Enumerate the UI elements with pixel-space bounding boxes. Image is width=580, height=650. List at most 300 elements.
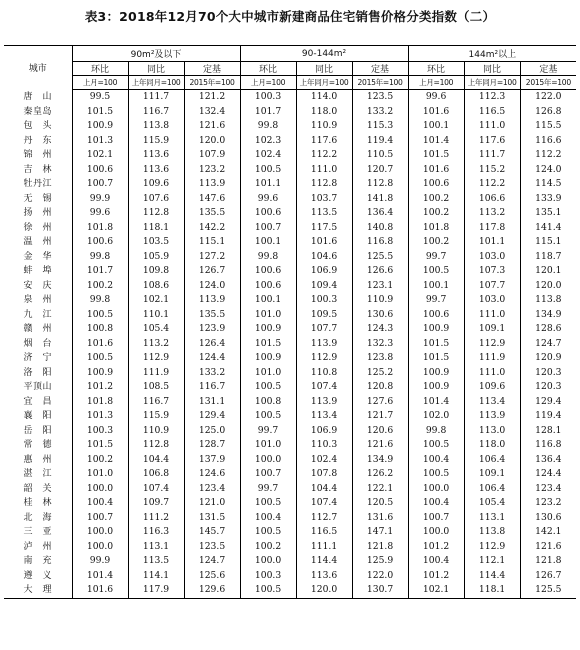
index-value-cell: 107.4 xyxy=(128,482,184,497)
index-value-cell: 99.8 xyxy=(72,250,128,265)
table-row xyxy=(4,337,576,352)
index-value-cell: 107.3 xyxy=(464,264,520,279)
index-value-cell: 101.5 xyxy=(408,351,464,366)
index-value-cell: 100.3 xyxy=(240,569,296,584)
table-header xyxy=(4,46,576,90)
index-value-cell: 99.5 xyxy=(72,90,128,105)
index-value-cell: 119.4 xyxy=(535,410,562,421)
index-value-cell: 101.5 xyxy=(240,337,296,352)
base-label-mom: 上月=100 xyxy=(408,76,464,90)
index-value-cell: 106.4 xyxy=(464,453,520,468)
city-name-cell: 蚌 埠 xyxy=(4,264,72,279)
index-value-cell: 112.8 xyxy=(128,206,184,221)
sub-header-yoy: 同比 xyxy=(464,62,520,76)
base-label-yoy: 上年同月=100 xyxy=(464,76,520,90)
index-value-cell: 113.9 xyxy=(296,337,352,352)
table-row xyxy=(4,467,576,482)
index-value-cell: 101.3 xyxy=(72,134,128,149)
index-value-cell: 101.6 xyxy=(72,583,128,598)
index-value-cell: 114.4 xyxy=(296,554,352,569)
index-value-cell: 100.0 xyxy=(408,525,464,540)
index-value-cell: 111.7 xyxy=(128,90,184,105)
index-value-cell: 112.9 xyxy=(128,351,184,366)
index-value-cell: 112.7 xyxy=(296,511,352,526)
index-value-cell: 100.4 xyxy=(240,511,296,526)
index-value-cell: 100.1 xyxy=(408,279,464,294)
index-value-cell: 100.5 xyxy=(240,409,296,424)
index-value-cell: 123.4 xyxy=(184,482,240,497)
city-name-cell: 桂 林 xyxy=(4,496,72,511)
index-value-cell: 105.9 xyxy=(128,250,184,265)
city-name-cell: 宜 昌 xyxy=(4,395,72,410)
index-value-cell: 113.9 xyxy=(464,409,520,424)
index-value-cell: 120.3 xyxy=(535,381,562,392)
table-row xyxy=(4,308,576,323)
city-name-cell: 烟 台 xyxy=(4,337,72,352)
index-value-cell: 100.1 xyxy=(240,235,296,250)
index-value-cell: 99.7 xyxy=(240,482,296,497)
index-value-cell: 141.4 xyxy=(535,221,562,233)
table-title: 表3：2018年12月70个大中城市新建商品住宅销售价格分类指数（二） xyxy=(84,9,496,24)
index-value-cell: 137.9 xyxy=(184,453,240,468)
index-value-cell: 130.7 xyxy=(352,583,408,598)
table-row xyxy=(4,511,576,526)
city-name-cell: 锦 州 xyxy=(4,148,72,163)
index-value-cell: 135.5 xyxy=(184,308,240,323)
index-value-cell: 142.1 xyxy=(535,526,562,537)
table-row xyxy=(4,351,576,366)
index-value-cell: 121.7 xyxy=(352,409,408,424)
index-value-cell: 118.0 xyxy=(296,105,352,120)
index-value-cell: 124.4 xyxy=(184,351,240,366)
index-value-cell: 111.9 xyxy=(464,351,520,366)
index-value-cell: 116.5 xyxy=(464,105,520,120)
index-value-cell: 114.4 xyxy=(464,569,520,584)
index-value-cell: 99.7 xyxy=(240,424,296,439)
base-label-2015: 2015年=100 xyxy=(352,76,408,90)
index-value-cell: 114.1 xyxy=(128,569,184,584)
table-row xyxy=(4,134,576,149)
index-value-cell: 107.7 xyxy=(296,322,352,337)
index-value-cell: 105.4 xyxy=(128,322,184,337)
index-value-cell: 116.7 xyxy=(128,105,184,120)
index-value-cell: 109.7 xyxy=(128,496,184,511)
index-value-cell: 102.4 xyxy=(240,148,296,163)
city-name-cell: 襄 阳 xyxy=(4,409,72,424)
index-value-cell: 100.4 xyxy=(408,496,464,511)
index-value-cell: 100.2 xyxy=(408,235,464,250)
index-value-cell: 111.0 xyxy=(464,366,520,381)
index-value-cell: 100.2 xyxy=(72,453,128,468)
base-label-2015: 2015年=100 xyxy=(520,76,576,90)
index-value-cell: 113.9 xyxy=(296,395,352,410)
group-header-medium: 90-144m² xyxy=(240,46,408,62)
city-name-cell: 湛 江 xyxy=(4,467,72,482)
index-value-cell: 123.5 xyxy=(184,540,240,555)
index-value-cell: 126.4 xyxy=(184,337,240,352)
index-value-cell: 136.4 xyxy=(352,206,408,221)
index-value-cell: 111.2 xyxy=(128,511,184,526)
index-value-cell: 118.7 xyxy=(535,250,562,262)
index-value-cell: 111.0 xyxy=(464,308,520,323)
index-value-cell: 106.8 xyxy=(128,467,184,482)
city-name-cell: 秦皇岛 xyxy=(4,105,72,120)
index-value-cell: 124.0 xyxy=(184,279,240,294)
index-value-cell: 100.6 xyxy=(408,308,464,323)
index-value-cell: 101.2 xyxy=(408,540,464,555)
index-value-cell: 101.4 xyxy=(72,569,128,584)
index-value-cell: 123.2 xyxy=(184,163,240,178)
index-value-cell: 128.1 xyxy=(535,424,562,436)
index-value-cell: 124.0 xyxy=(535,163,562,175)
table-body xyxy=(4,90,576,599)
index-value-cell: 100.9 xyxy=(72,119,128,134)
index-value-cell: 100.6 xyxy=(240,264,296,279)
base-label-mom: 上月=100 xyxy=(240,76,296,90)
index-value-cell: 100.5 xyxy=(72,308,128,323)
index-value-cell: 106.6 xyxy=(464,192,520,207)
index-value-cell: 103.7 xyxy=(296,192,352,207)
index-value-cell: 101.4 xyxy=(408,134,464,149)
index-value-cell: 115.1 xyxy=(184,235,240,250)
index-value-cell: 100.3 xyxy=(296,293,352,308)
index-value-cell: 125.6 xyxy=(184,569,240,584)
index-value-cell: 100.4 xyxy=(408,453,464,468)
table-row xyxy=(4,554,576,569)
index-value-cell: 107.4 xyxy=(296,496,352,511)
index-value-cell: 107.8 xyxy=(296,467,352,482)
index-value-cell: 100.6 xyxy=(72,163,128,178)
index-value-cell: 100.7 xyxy=(72,511,128,526)
city-name-cell: 唐 山 xyxy=(4,90,72,105)
index-value-cell: 101.5 xyxy=(72,438,128,453)
city-name-cell: 泸 州 xyxy=(4,540,72,555)
index-value-cell: 100.6 xyxy=(408,177,464,192)
index-value-cell: 100.6 xyxy=(72,235,128,250)
city-name-cell: 岳 阳 xyxy=(4,424,72,439)
table-row xyxy=(4,235,576,250)
index-value-cell: 100.9 xyxy=(72,366,128,381)
index-value-cell: 108.5 xyxy=(128,380,184,395)
index-value-cell: 107.9 xyxy=(184,148,240,163)
index-value-cell: 113.8 xyxy=(128,119,184,134)
index-value-cell: 112.8 xyxy=(128,438,184,453)
index-value-cell: 100.7 xyxy=(72,177,128,192)
index-value-cell: 101.6 xyxy=(408,163,464,178)
sub-header-mom: 环比 xyxy=(72,62,128,76)
index-value-cell: 127.2 xyxy=(184,250,240,265)
index-value-cell: 123.1 xyxy=(352,279,408,294)
index-value-cell: 123.4 xyxy=(535,482,562,494)
index-value-cell: 110.5 xyxy=(352,148,408,163)
index-value-cell: 100.5 xyxy=(240,496,296,511)
index-value-cell: 129.4 xyxy=(184,409,240,424)
index-value-cell: 113.9 xyxy=(184,177,240,192)
index-value-cell: 100.2 xyxy=(408,192,464,207)
index-value-cell: 111.7 xyxy=(464,148,520,163)
city-name-cell: 三 亚 xyxy=(4,525,72,540)
index-value-cell: 142.2 xyxy=(184,221,240,236)
index-value-cell: 113.4 xyxy=(464,395,520,410)
index-value-cell: 106.4 xyxy=(464,482,520,497)
index-value-cell: 124.7 xyxy=(535,337,562,349)
city-name-cell: 北 海 xyxy=(4,511,72,526)
index-value-cell: 100.9 xyxy=(240,351,296,366)
index-value-cell: 101.2 xyxy=(408,569,464,584)
index-value-cell: 100.4 xyxy=(408,554,464,569)
index-value-cell: 101.3 xyxy=(72,409,128,424)
index-value-cell: 116.5 xyxy=(296,525,352,540)
table-row xyxy=(4,119,576,134)
index-value-cell: 100.0 xyxy=(72,525,128,540)
index-value-cell: 100.7 xyxy=(240,467,296,482)
index-value-cell: 113.6 xyxy=(128,163,184,178)
index-value-cell: 102.0 xyxy=(408,409,464,424)
index-value-cell: 100.0 xyxy=(240,453,296,468)
index-value-cell: 121.8 xyxy=(352,540,408,555)
sub-header-base: 定基 xyxy=(520,62,576,76)
index-value-cell: 115.3 xyxy=(352,119,408,134)
index-value-cell: 102.4 xyxy=(296,453,352,468)
index-value-cell: 99.8 xyxy=(240,119,296,134)
sub-header-yoy: 同比 xyxy=(296,62,352,76)
index-value-cell: 100.0 xyxy=(240,554,296,569)
price-index-table xyxy=(4,45,576,599)
index-value-cell: 100.5 xyxy=(240,525,296,540)
index-value-cell: 102.1 xyxy=(72,148,128,163)
index-value-cell: 120.7 xyxy=(352,163,408,178)
index-value-cell: 112.1 xyxy=(464,554,520,569)
table-row xyxy=(4,395,576,410)
index-value-cell: 106.9 xyxy=(296,424,352,439)
city-name-cell: 遵 义 xyxy=(4,569,72,584)
index-value-cell: 99.8 xyxy=(72,293,128,308)
index-value-cell: 132.3 xyxy=(352,337,408,352)
index-value-cell: 101.8 xyxy=(408,221,464,236)
sub-header-base: 定基 xyxy=(352,62,408,76)
table-row xyxy=(4,496,576,511)
index-value-cell: 100.2 xyxy=(408,206,464,221)
index-value-cell: 125.2 xyxy=(352,366,408,381)
index-value-cell: 106.9 xyxy=(296,264,352,279)
city-name-cell: 温 州 xyxy=(4,235,72,250)
index-value-cell: 127.6 xyxy=(352,395,408,410)
index-value-cell: 100.3 xyxy=(240,90,296,105)
index-value-cell: 100.4 xyxy=(72,496,128,511)
city-name-cell: 大 理 xyxy=(4,583,72,598)
base-label-2015: 2015年=100 xyxy=(184,76,240,90)
index-value-cell: 99.8 xyxy=(240,250,296,265)
index-value-cell: 100.7 xyxy=(408,511,464,526)
table-row xyxy=(4,264,576,279)
city-name-cell: 九 江 xyxy=(4,308,72,323)
index-value-cell: 121.8 xyxy=(535,555,562,566)
index-value-cell: 117.9 xyxy=(128,583,184,598)
index-value-cell: 100.1 xyxy=(408,119,464,134)
index-value-cell: 103.0 xyxy=(464,250,520,265)
index-value-cell: 112.9 xyxy=(296,351,352,366)
index-value-cell: 99.8 xyxy=(408,424,464,439)
index-value-cell: 122.0 xyxy=(535,91,562,102)
index-value-cell: 100.0 xyxy=(408,482,464,497)
index-value-cell: 133.9 xyxy=(535,192,562,204)
index-value-cell: 109.6 xyxy=(464,380,520,395)
table-row xyxy=(4,482,576,497)
index-value-cell: 110.8 xyxy=(296,366,352,381)
index-value-cell: 99.6 xyxy=(408,90,464,105)
index-value-cell: 121.2 xyxy=(184,90,240,105)
index-value-cell: 113.2 xyxy=(128,337,184,352)
index-value-cell: 111.9 xyxy=(128,366,184,381)
sub-header-yoy: 同比 xyxy=(128,62,184,76)
index-value-cell: 115.9 xyxy=(128,409,184,424)
index-value-cell: 117.6 xyxy=(296,134,352,149)
index-value-cell: 124.3 xyxy=(352,322,408,337)
index-value-cell: 100.5 xyxy=(240,380,296,395)
index-value-cell: 122.1 xyxy=(352,482,408,497)
index-value-cell: 135.5 xyxy=(184,206,240,221)
index-value-cell: 126.8 xyxy=(535,105,562,117)
index-value-cell: 99.9 xyxy=(72,554,128,569)
index-value-cell: 121.6 xyxy=(184,119,240,134)
sub-header-mom: 环比 xyxy=(408,62,464,76)
table-row xyxy=(4,177,576,192)
index-value-cell: 101.5 xyxy=(408,148,464,163)
index-value-cell: 99.7 xyxy=(408,293,464,308)
city-name-cell: 徐 州 xyxy=(4,221,72,236)
city-name-cell: 扬 州 xyxy=(4,206,72,221)
table-row xyxy=(4,525,576,540)
table-row xyxy=(4,279,576,294)
index-value-cell: 118.1 xyxy=(464,583,520,598)
index-value-cell: 113.6 xyxy=(296,569,352,584)
index-value-cell: 114.5 xyxy=(535,178,562,189)
index-value-cell: 133.2 xyxy=(184,366,240,381)
group-header-large: 144m²以上 xyxy=(408,46,576,62)
index-value-cell: 116.6 xyxy=(535,134,562,146)
city-name-cell: 洛 阳 xyxy=(4,366,72,381)
index-value-cell: 147.1 xyxy=(352,525,408,540)
city-name-cell: 赣 州 xyxy=(4,322,72,337)
index-value-cell: 112.8 xyxy=(352,177,408,192)
index-value-cell: 101.6 xyxy=(296,235,352,250)
index-value-cell: 140.8 xyxy=(352,221,408,236)
index-value-cell: 133.2 xyxy=(352,105,408,120)
index-value-cell: 100.6 xyxy=(240,206,296,221)
index-value-cell: 122.0 xyxy=(352,569,408,584)
table-row xyxy=(4,380,576,395)
index-value-cell: 104.6 xyxy=(296,250,352,265)
table-row xyxy=(4,293,576,308)
index-value-cell: 100.8 xyxy=(240,395,296,410)
index-value-cell: 126.7 xyxy=(184,264,240,279)
index-value-cell: 115.2 xyxy=(464,163,520,178)
index-value-cell: 135.1 xyxy=(535,207,562,218)
index-value-cell: 125.9 xyxy=(352,554,408,569)
index-value-cell: 100.9 xyxy=(408,322,464,337)
index-value-cell: 101.5 xyxy=(408,337,464,352)
index-value-cell: 112.9 xyxy=(464,540,520,555)
index-value-cell: 100.5 xyxy=(408,264,464,279)
index-value-cell: 101.7 xyxy=(240,105,296,120)
sub-header-mom: 环比 xyxy=(240,62,296,76)
index-value-cell: 113.5 xyxy=(296,206,352,221)
index-value-cell: 113.0 xyxy=(464,424,520,439)
index-value-cell: 130.6 xyxy=(535,511,562,523)
index-value-cell: 113.5 xyxy=(128,554,184,569)
index-value-cell: 109.6 xyxy=(128,177,184,192)
index-value-cell: 121.0 xyxy=(184,496,240,511)
city-name-cell: 吉 林 xyxy=(4,163,72,178)
index-value-cell: 126.7 xyxy=(535,569,562,581)
index-value-cell: 113.4 xyxy=(296,409,352,424)
index-value-cell: 101.0 xyxy=(240,438,296,453)
index-value-cell: 120.0 xyxy=(296,583,352,598)
index-value-cell: 117.8 xyxy=(464,221,520,236)
index-value-cell: 100.6 xyxy=(240,279,296,294)
table-row xyxy=(4,163,576,178)
index-value-cell: 131.6 xyxy=(352,511,408,526)
index-value-cell: 120.0 xyxy=(184,134,240,149)
index-value-cell: 116.7 xyxy=(184,380,240,395)
index-value-cell: 109.8 xyxy=(128,264,184,279)
index-value-cell: 112.2 xyxy=(464,177,520,192)
index-value-cell: 100.9 xyxy=(408,366,464,381)
index-value-cell: 102.3 xyxy=(240,134,296,149)
index-value-cell: 123.5 xyxy=(352,90,408,105)
index-value-cell: 121.6 xyxy=(535,540,562,552)
table-row xyxy=(4,192,576,207)
index-value-cell: 100.0 xyxy=(72,482,128,497)
index-value-cell: 101.4 xyxy=(408,395,464,410)
index-value-cell: 134.9 xyxy=(535,308,562,320)
index-value-cell: 129.6 xyxy=(184,583,240,598)
city-name-cell: 韶 关 xyxy=(4,482,72,497)
index-value-cell: 112.9 xyxy=(464,337,520,352)
index-value-cell: 113.6 xyxy=(128,148,184,163)
index-value-cell: 112.3 xyxy=(464,90,520,105)
city-column-header: 城市 xyxy=(4,46,72,90)
index-value-cell: 113.1 xyxy=(128,540,184,555)
index-value-cell: 99.6 xyxy=(240,192,296,207)
index-value-cell: 100.7 xyxy=(240,221,296,236)
index-value-cell: 101.1 xyxy=(464,235,520,250)
city-name-cell: 包 头 xyxy=(4,119,72,134)
index-value-cell: 109.5 xyxy=(296,308,352,323)
index-value-cell: 104.4 xyxy=(128,453,184,468)
table-row xyxy=(4,424,576,439)
city-name-cell: 惠 州 xyxy=(4,453,72,468)
index-value-cell: 116.8 xyxy=(535,439,562,450)
index-value-cell: 125.5 xyxy=(352,250,408,265)
index-value-cell: 101.1 xyxy=(240,177,296,192)
index-value-cell: 118.1 xyxy=(128,221,184,236)
index-value-cell: 99.9 xyxy=(72,192,128,207)
table-row xyxy=(4,453,576,468)
table-row xyxy=(4,583,576,598)
index-value-cell: 110.3 xyxy=(296,438,352,453)
index-value-cell: 102.1 xyxy=(408,583,464,598)
index-value-cell: 107.6 xyxy=(128,192,184,207)
index-value-cell: 115.5 xyxy=(535,120,562,131)
index-value-cell: 100.5 xyxy=(408,438,464,453)
index-value-cell: 102.1 xyxy=(128,293,184,308)
index-value-cell: 100.3 xyxy=(72,424,128,439)
index-value-cell: 119.4 xyxy=(352,134,408,149)
index-value-cell: 101.8 xyxy=(72,221,128,236)
index-value-cell: 108.6 xyxy=(128,279,184,294)
index-value-cell: 120.0 xyxy=(535,279,562,291)
